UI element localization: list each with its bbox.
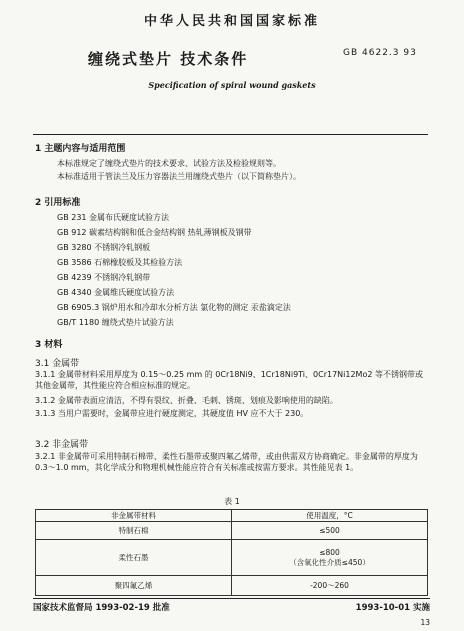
material-temperature-table xyxy=(35,509,428,596)
standard-number: GB 4622.3 93 xyxy=(343,48,417,58)
clause-3-1-2: 3.1.2 金属带表面应清洁，不得有裂纹、折叠、毛刺、锈斑、划痕及影响使用的缺陷。 xyxy=(35,396,338,405)
table-row xyxy=(36,576,428,596)
footer-rule xyxy=(33,598,430,599)
reference-item: GB 3586 石棉橡胶板及其检验方法 xyxy=(57,258,183,267)
reference-item: GB 6905.3 锅炉用水和冷却水分析方法 氯化物的测定 汞盐滴定法 xyxy=(57,303,291,312)
implementation-date: 1993-10-01 实施 xyxy=(355,603,430,613)
reference-item: GB 912 碳素结构钢和低合金结构钢 热轧薄钢板及钢带 xyxy=(57,228,252,237)
table-cell: ≤800 （含氧化性介质≤450） xyxy=(232,540,428,576)
section-1-heading: 1 主题内容与适用范围 xyxy=(35,144,126,154)
table-row xyxy=(36,540,428,576)
clause-3-2-1: 3.2.1 非金属带可采用特制石棉带、柔性石墨带或聚四氟乙烯带，或由供需双方协商确定。非金属带的厚度为 0.3～1.0 mm，其化学成分和物理机械性能应符合有关标准或按需方要求。其性能见表 1。 xyxy=(35,452,418,472)
table-row xyxy=(36,522,428,540)
reference-item: GB/T 1180 缠绕式垫片试验方法 xyxy=(57,318,174,327)
reference-item: GB 4340 金属维氏硬度试验方法 xyxy=(57,288,175,297)
document-title: 缠绕式垫片 技术条件 xyxy=(88,50,249,68)
table-header-cell: 非金属带材料 xyxy=(36,510,232,522)
section-3-heading: 3 材料 xyxy=(35,340,63,350)
table-cell: 柔性石墨 xyxy=(36,540,232,576)
reference-item: GB 3280 不锈钢冷轧钢板 xyxy=(57,243,151,252)
document-header: 中华人民共和国国家标准 xyxy=(143,14,320,29)
section-1-para-2: 本标准适用于管法兰及压力容器法兰用缠绕式垫片（以下简称垫片）。 xyxy=(57,172,301,181)
section-1-para-1: 本标准规定了缠绕式垫片的技术要求、试验方法及检验规则等。 xyxy=(57,159,281,168)
clause-3-1-1: 3.1.1 金属带材料采用厚度为 0.15～0.25 mm 的 0Cr18Ni9、1Cr18Ni9Ti、0Cr17Ni12Mo2 等不锈钢带或其他金属带，其性能应符合相应标准的规定。 xyxy=(35,370,423,390)
subsection-3-2-heading: 3.2 非金属带 xyxy=(35,440,89,450)
table-cell: -200～260 xyxy=(232,576,428,596)
page-number: 13 xyxy=(420,618,430,627)
table-cell: 特制石棉 xyxy=(36,522,232,540)
approval-note: 国家技术监督局 1993-02-19 批准 xyxy=(33,603,170,613)
table-cell: ≤500 xyxy=(232,522,428,540)
section-2-heading: 2 引用标准 xyxy=(35,198,81,208)
clause-3-1-3: 3.1.3 当用户需要时，金属带应进行硬度测定，其硬度值 HV 应不大于 230。 xyxy=(35,409,309,418)
reference-item: GB 4239 不锈钢冷轧钢带 xyxy=(57,273,151,282)
title-rule xyxy=(33,134,428,135)
table-header-row xyxy=(36,510,428,522)
reference-item: GB 231 金属布氏硬度试验方法 xyxy=(57,213,170,222)
table-header-cell: 使用温度，°C xyxy=(232,510,428,522)
table-cell: 聚四氟乙烯 xyxy=(36,576,232,596)
subsection-3-1-heading: 3.1 金属带 xyxy=(35,359,80,369)
table-caption: 表 1 xyxy=(224,497,240,506)
english-title: Specification of spiral wound gaskets xyxy=(148,80,316,90)
